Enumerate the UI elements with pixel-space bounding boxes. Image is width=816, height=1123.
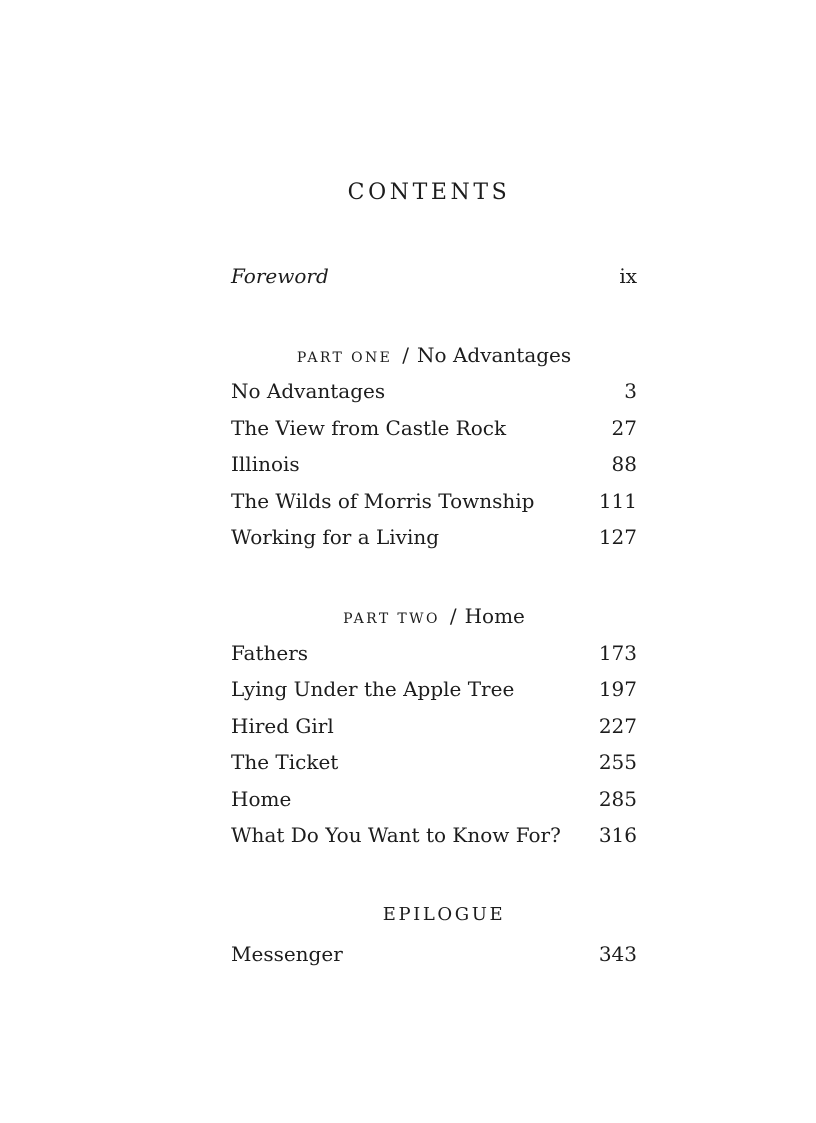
toc-entry-title: The View from Castle Rock	[231, 416, 507, 440]
toc-entry	[231, 486, 637, 516]
page-title: CONTENTS	[347, 180, 511, 205]
toc-entry-page: 285	[598, 787, 637, 811]
toc-entry-title: Illinois	[231, 452, 300, 476]
toc-entry-title: No Advantages	[231, 379, 386, 403]
toc-entry-title: Foreword	[231, 264, 329, 288]
toc-entry-title: Messenger	[231, 942, 343, 966]
toc-entry-title: The Wilds of Morris Township	[231, 489, 535, 513]
toc-entry	[231, 939, 637, 969]
toc-entry	[231, 413, 637, 443]
toc-entry-page: 197	[598, 677, 637, 701]
toc-entry-title: Lying Under the Apple Tree	[231, 677, 515, 701]
toc-entry-title: Hired Girl	[231, 714, 334, 738]
toc-entry-title: What Do You Want to Know For?	[231, 823, 561, 847]
toc-entry-page: 27	[611, 416, 637, 440]
toc-entry-page: 343	[598, 942, 637, 966]
toc-entry	[231, 674, 637, 704]
part-two-name: Home	[464, 604, 525, 628]
toc-entry-page: 316	[598, 823, 637, 847]
toc-entry-page: 173	[598, 641, 637, 665]
part-two-heading	[231, 601, 637, 631]
toc-entry-page: ix	[619, 264, 637, 288]
part-one-name: No Advantages	[417, 343, 572, 367]
epilogue-heading: EPILOGUE	[382, 904, 506, 925]
toc-entry	[231, 711, 637, 741]
part-one-separator: /	[402, 343, 410, 367]
toc-entry-page: 227	[598, 714, 637, 738]
toc-entry-page: 88	[611, 452, 637, 476]
part-two-label: PART TWO	[343, 611, 440, 627]
toc-entry-title: Working for a Living	[231, 525, 440, 549]
toc-entry	[231, 522, 637, 552]
part-two-separator: /	[449, 604, 457, 628]
toc-entry-page: 127	[598, 525, 637, 549]
toc-entry-page: 3	[624, 379, 637, 403]
toc-entry-page: 111	[598, 489, 637, 513]
toc-entry-title: Home	[231, 787, 292, 811]
toc-entry	[231, 820, 637, 850]
toc-entry-page: 255	[598, 750, 637, 774]
part-one-heading	[231, 340, 637, 370]
toc-entry-title: The Ticket	[231, 750, 339, 774]
toc-entry	[231, 376, 637, 406]
toc-entry	[231, 638, 637, 668]
toc-entry	[231, 784, 637, 814]
part-one-label: PART ONE	[296, 350, 393, 366]
toc-entry-title: Fathers	[231, 641, 309, 665]
toc-entry	[231, 449, 637, 479]
toc-entry	[231, 747, 637, 777]
toc-entry-foreword	[231, 261, 637, 291]
